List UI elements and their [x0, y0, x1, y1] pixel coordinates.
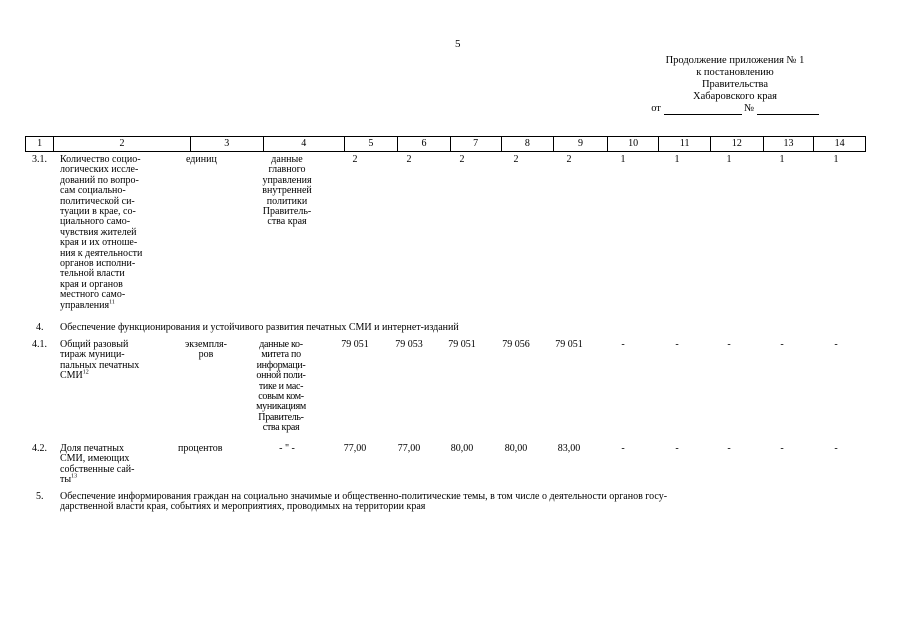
- cell-line-text: данные ко-: [259, 339, 303, 350]
- cell-line-text: онной поли-: [256, 370, 306, 382]
- cell-line: [247, 217, 327, 227]
- unit-of-measure: [176, 340, 236, 361]
- cell-line-text: циального само-: [60, 216, 131, 228]
- cell-line-text: Правитель-: [262, 206, 312, 218]
- appendix-header: [630, 55, 840, 115]
- cell-line: [60, 475, 170, 485]
- cell-line-text: главного: [268, 164, 306, 176]
- indicator-name: [60, 340, 170, 382]
- cell-line: [60, 371, 170, 381]
- cell-line-text: Общий разовый: [60, 339, 129, 350]
- cell-line-text: политики: [266, 195, 308, 207]
- appendix-line-4: Хабаровского края: [693, 91, 777, 102]
- cell-line-text: Количество социо-: [60, 154, 141, 165]
- value-col-8: 79 056: [502, 339, 530, 350]
- footnote-mark: 13: [71, 473, 78, 480]
- value-col-10: -: [621, 339, 625, 350]
- cell-line-text: логических иссле-: [60, 164, 139, 176]
- cell-line-text: управления: [262, 174, 312, 186]
- column-header-10: 10: [608, 137, 660, 151]
- value-col-5: 77,00: [343, 443, 367, 454]
- cell-line-text: пальных печатных: [60, 359, 140, 371]
- cell-line-text: дований по вопро-: [60, 174, 139, 186]
- cell-line-text: СМИ, имеющих: [60, 453, 130, 465]
- value-col-7: 80,00: [450, 443, 474, 454]
- column-header-9: 9: [554, 137, 608, 151]
- cell-line-text: края и их отноше-: [60, 237, 138, 249]
- value-col-12: 1: [726, 154, 732, 165]
- section-title-line-1: Обеспечение информирования граждан на социально значимые и общественно-политические темы, в том числе о деятельности органов госу-: [60, 491, 668, 502]
- cell-line-text: тике и мас-: [258, 380, 304, 392]
- value-col-8: 2: [513, 154, 519, 165]
- column-header-7: 7: [451, 137, 502, 151]
- column-header-3: 3: [191, 137, 264, 151]
- column-header-4: 4: [264, 137, 345, 151]
- value-col-5: 2: [352, 154, 358, 165]
- column-header-1: 1: [26, 137, 54, 151]
- cell-line-text: тираж муници-: [60, 349, 125, 361]
- appendix-line-3: Правительства: [701, 79, 769, 90]
- cell-line: [60, 301, 170, 311]
- number-blank: [757, 114, 819, 115]
- cell-line-text: тельной власти: [60, 268, 125, 280]
- section-title-line-2: дарственной власти края, событиях и мероприятиях, проводимых на территории края: [60, 501, 426, 513]
- column-header-13: 13: [764, 137, 815, 151]
- column-header-2: 2: [54, 137, 190, 151]
- cell-line-text: сам социально-: [60, 185, 126, 197]
- section-number: 5.: [36, 491, 44, 502]
- cell-line-text: ния к деятельности: [60, 247, 143, 259]
- indicator-name: [60, 155, 170, 311]
- number-sign: №: [744, 103, 755, 114]
- value-col-9: 79 051: [555, 339, 583, 350]
- value-col-8: 80,00: [504, 443, 528, 454]
- value-col-9: 83,00: [557, 443, 581, 454]
- cell-line-text: Доля печатных: [60, 443, 124, 454]
- value-col-13: -: [780, 443, 784, 454]
- column-header-8: 8: [502, 137, 555, 151]
- column-header-6: 6: [398, 137, 451, 151]
- cell-line-text: ства края: [267, 216, 307, 228]
- cell-line: [176, 350, 236, 360]
- cell-line-text: внутренней: [262, 185, 312, 197]
- cell-line-text: ров: [198, 349, 214, 361]
- value-col-7: 2: [459, 154, 465, 165]
- section-title: [60, 492, 860, 513]
- value-col-7: 79 051: [448, 339, 476, 350]
- unit-of-measure: единиц: [186, 154, 217, 165]
- date-blank: [664, 114, 742, 115]
- date-prefix: от: [651, 103, 661, 114]
- appendix-line-1: Продолжение приложения № 1: [665, 55, 805, 66]
- appendix-date-line: [630, 103, 840, 115]
- value-col-5: 79 051: [341, 339, 369, 350]
- data-source: [240, 340, 322, 434]
- column-header-12: 12: [711, 137, 764, 151]
- cell-line-text: информаци-: [256, 359, 306, 371]
- cell-line-text: края и органов: [60, 278, 123, 290]
- column-header-11: 11: [659, 137, 711, 151]
- value-col-11: -: [675, 339, 679, 350]
- cell-line-text: управления: [60, 299, 110, 311]
- value-col-14: -: [834, 443, 838, 454]
- value-col-10: 1: [620, 154, 626, 165]
- value-col-12: -: [727, 443, 731, 454]
- row-number: 4.1.: [32, 339, 47, 350]
- value-col-13: 1: [779, 154, 785, 165]
- value-col-10: -: [621, 443, 625, 454]
- cell-line-text: ты: [60, 474, 72, 486]
- section-title: Обеспечение функционирования и устойчивого развития печатных СМИ и интернет-изданий: [60, 322, 459, 333]
- appendix-line-2: к постановлению: [696, 67, 774, 78]
- value-col-14: 1: [833, 154, 839, 165]
- value-col-6: 2: [406, 154, 412, 165]
- cell-line-text: туации в крае, со-: [60, 206, 136, 218]
- page-number: 5: [455, 38, 461, 50]
- column-header-5: 5: [345, 137, 399, 151]
- cell-line-text: органов исполни-: [60, 258, 136, 270]
- footnote-mark: 11: [109, 299, 115, 306]
- value-col-6: 79 053: [395, 339, 423, 350]
- cell-line-text: совым ком-: [258, 391, 304, 403]
- cell-line-text: муникациям: [256, 401, 306, 413]
- cell-line-text: экземпля-: [184, 339, 227, 350]
- row-number: 3.1.: [32, 154, 47, 165]
- cell-line-text: данные: [271, 154, 303, 165]
- column-number-header: [25, 136, 866, 152]
- indicator-name: [60, 444, 170, 486]
- footnote-mark: 12: [82, 369, 89, 376]
- cell-line: [240, 423, 322, 433]
- value-col-9: 2: [566, 154, 572, 165]
- value-col-13: -: [780, 339, 784, 350]
- value-col-6: 77,00: [397, 443, 421, 454]
- cell-line-text: местного само-: [60, 289, 126, 301]
- value-col-14: -: [834, 339, 838, 350]
- cell-line-text: СМИ: [60, 370, 83, 382]
- section-number: 4.: [36, 322, 44, 333]
- cell-line-text: ства края: [262, 422, 300, 434]
- cell-line-text: митета по: [261, 349, 301, 361]
- cell-line-text: Правитель-: [258, 411, 304, 423]
- cell-line-text: собственные сай-: [60, 463, 135, 475]
- column-header-14: 14: [834, 138, 845, 149]
- cell-line-text: политической си-: [60, 195, 135, 207]
- value-col-11: -: [675, 443, 679, 454]
- data-source: [247, 155, 327, 228]
- data-source: - " -: [279, 443, 295, 454]
- row-number: 4.2.: [32, 443, 47, 454]
- value-col-11: 1: [674, 154, 680, 165]
- cell-line-text: чувствия жителей: [60, 226, 137, 238]
- value-col-12: -: [727, 339, 731, 350]
- unit-of-measure: процентов: [178, 443, 223, 454]
